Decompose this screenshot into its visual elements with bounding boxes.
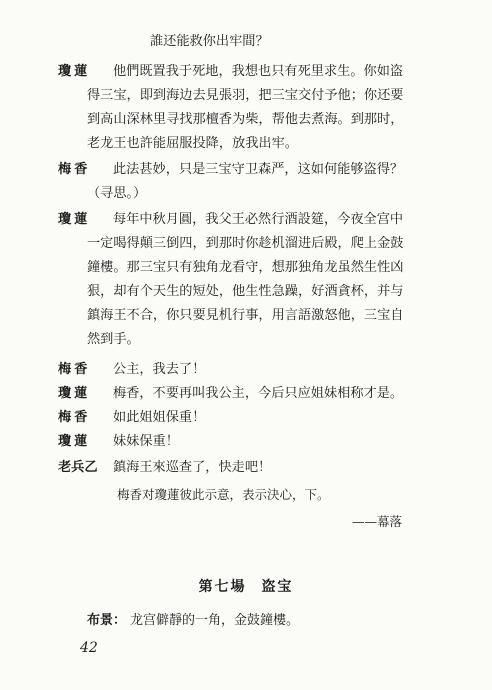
script-line: [0, 132, 492, 156]
line-text: 鎮海王來巡查了，快走吧！: [113, 460, 272, 475]
line-text: 老龙王也許能屈服投降，放我出牢。: [87, 136, 298, 151]
line-text: 狠，却有个天生的短处，他生性急躁，好酒貪杯，并与: [87, 284, 404, 299]
line-text: 然到手。: [87, 332, 140, 347]
script-line: [0, 382, 492, 406]
line-text: 梅香对瓊蓮彼此示意，表示決心，下。: [117, 487, 330, 502]
script-line: [0, 456, 492, 480]
scene-label: 第七場: [198, 579, 247, 595]
script-line: [0, 430, 492, 454]
line-text: 此法甚妙，只是三宝守卫森严，这如何能够盗得？: [113, 162, 404, 177]
line-text: 公主，我去了！: [113, 362, 206, 377]
speaker-name: 梅香: [58, 362, 91, 377]
script-line: [0, 182, 492, 206]
line-text: （寻思。）: [87, 186, 147, 201]
page-number: 42: [80, 640, 98, 656]
line-text: 一定喝得顛三倒四，到那时你趁机溜进后殿，爬上金鼓: [87, 236, 404, 251]
setting-label: 布景：: [87, 613, 127, 628]
speaker-name: 瓊蓮: [58, 64, 91, 79]
script-line: [0, 406, 492, 430]
line-text: 誰还能救你出牢間？: [150, 34, 269, 49]
setting-line: [87, 610, 299, 632]
line-text: 妹妹保重！: [113, 434, 179, 449]
script-line: [0, 280, 492, 304]
scene-heading: [0, 576, 492, 596]
speaker-name: 梅香: [58, 410, 91, 425]
script-line: [0, 232, 492, 256]
speaker-name: 瓊蓮: [58, 434, 91, 449]
script-line: [0, 208, 492, 232]
script-line: [0, 304, 492, 328]
line-text: 得三宝，即到海边去見張羽，把三宝交付予他；你还要: [87, 88, 404, 103]
script-line: [0, 60, 492, 84]
line-text: 到高山深林里寻找那檀香为柴，帮他去煮海。到那时，: [87, 112, 404, 127]
script-line: [0, 358, 492, 382]
script-line: [0, 328, 492, 352]
line-text: 如此姐姐保重！: [113, 410, 206, 425]
speaker-name: 瓊蓮: [58, 212, 91, 227]
setting-text: 龙宫僻靜的一角，金鼓鐘樓。: [130, 613, 300, 628]
scene-title: 盗宝: [261, 579, 294, 595]
curtain-note: [0, 510, 492, 534]
script-line: [0, 108, 492, 132]
line-text: 梅香，不要再叫我公主，今后只应姐妹相称才是。: [113, 386, 404, 401]
script-line: [0, 30, 492, 54]
line-text: 鐘樓。那三宝只有独角龙看守，想那独角龙虽然生性凶: [87, 260, 404, 275]
line-text: 他們既置我于死地，我想也只有死里求生。你如盗: [113, 64, 404, 79]
speaker-name: 梅香: [58, 162, 91, 177]
line-text: 每年中秋月圓，我父王必然行酒設筵，今夜全宫中: [113, 212, 404, 227]
stage-direction: [0, 483, 492, 507]
script-line: [0, 84, 492, 108]
line-text: 鎮海王不合，你只要見机行事，用言語激怒他，三宝自: [87, 308, 404, 323]
script-line: [0, 158, 492, 182]
script-line: [0, 256, 492, 280]
speaker-name: 老兵乙: [58, 460, 98, 475]
line-text: ——幕落: [352, 514, 403, 529]
speaker-name: 瓊蓮: [58, 386, 91, 401]
